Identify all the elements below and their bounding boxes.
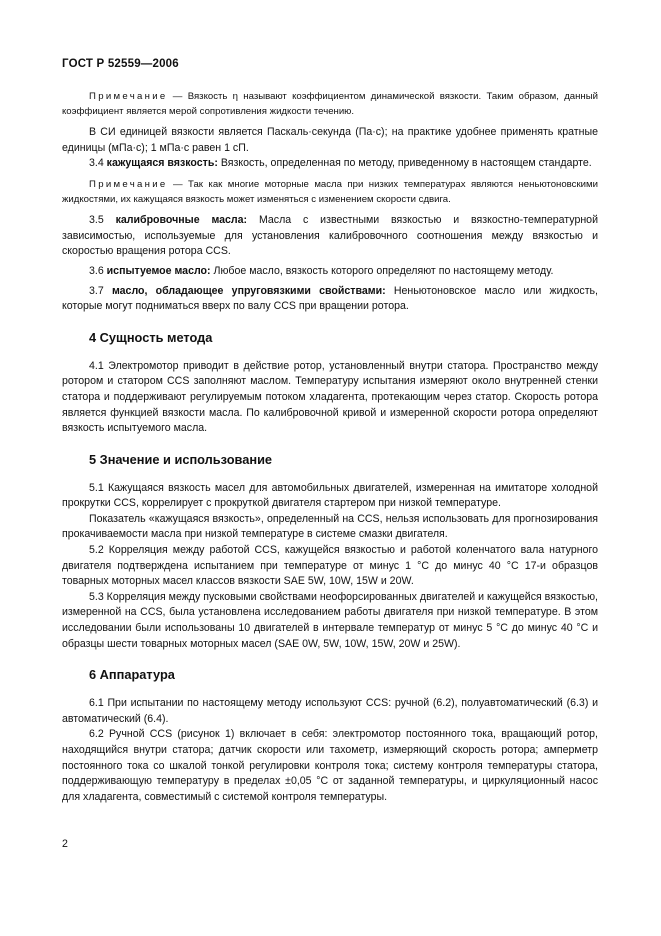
definition-text: Вязкость, определенная по методу, приведенному в настоящем стандарте.	[217, 157, 592, 170]
page-content	[62, 90, 598, 805]
note-label: Примечание	[89, 178, 168, 190]
definition-3-4	[62, 156, 598, 172]
definition-term: кажущаяся вязкость:	[106, 157, 218, 170]
definition-number: 3.4	[89, 157, 107, 170]
note-text: Так как многие моторные масла при низких температурах являются неньютоновскими жидкостями, их кажущаяся вязкость может изменяться с изменением скорости сдвига.	[62, 178, 598, 205]
definition-term: масло, обладающее упруговязкими свойствами:	[111, 284, 386, 297]
definition-text: Масла с известными вязкостью и вязкостно-температурной зависимостью, используемые для установления калибровочного соотношения между вязкостью и скоростью вращения ротора CCS.	[62, 214, 598, 258]
note-dash: —	[167, 91, 188, 102]
paragraph-6-2: 6.2 Ручной CCS (рисунок 1) включает в себя: электромотор постоянного тока, вращающий ротор, находящийся внутри статора; датчик скорости или тахометр, измеряющий скорость ротора; амперметр постоянного тока со шкалой тонкой регулировки контроля тока; систему контроля температуры статора, поддерживающую температуру в пределах ±0,05 °С от заданной температуры, и циркуляционный насос для хладагента, совместимый с системой контроля температуры.	[62, 728, 598, 803]
section-5-heading: 5 Значение и использование	[89, 451, 273, 467]
definition-term: испытуемое масло:	[106, 264, 211, 277]
note-dash: —	[167, 178, 189, 190]
note-label: Примечание	[89, 91, 168, 102]
paragraph-5-1-continuation: Показатель «кажущаяся вязкость», определенный на CCS, нельзя использовать для прогнозирования прокачиваемости масла при низкой температуре в системе смазки двигателя.	[62, 512, 598, 541]
paragraph-4-1: 4.1 Электромотор приводит в действие ротор, установленный внутри статора. Пространство между ротором и статором CCS заполняют маслом. Температуру испытания измеряют около внутренней стенки статора и поддерживают регулируемым потоком хладагента, протекающим через статор. Скорость ротора является функцией вязкости масла. По калибровочной кривой и измеренной скорости ротора определяют вязкость испытуемого масла.	[62, 359, 598, 435]
definition-number: 3.7	[89, 284, 112, 297]
note-paragraph	[62, 90, 598, 119]
page-number: 2	[62, 838, 68, 850]
paragraph-5-1: 5.1 Кажущаяся вязкость масел для автомобильных двигателей, измеренная на имитаторе холодной прокрутки CCS, коррелирует с прокруткой двигателя стартером при низкой температуре.	[62, 481, 598, 510]
note-paragraph	[62, 178, 598, 207]
definition-3-6	[62, 264, 598, 280]
definition-3-5	[62, 213, 598, 260]
definition-number: 3.6	[89, 264, 107, 277]
definition-term: калибровочные масла:	[115, 214, 248, 227]
note-text: Вязкость η называют коэффициентом динамической вязкости. Таким образом, данный коэффициент является мерой сопротивления жидкости течению.	[62, 91, 598, 117]
section-4-heading: 4 Сущность метода	[89, 329, 213, 345]
definition-text: Любое масло, вязкость которого определяют по настоящему методу.	[210, 264, 554, 277]
definition-number: 3.5	[89, 214, 116, 227]
definition-text: Неньютоновское масло или жидкость, которые могут подниматься вверх по валу CCS при вращении ротора.	[62, 284, 599, 313]
document-code-header: ГОСТ Р 52559—2006	[62, 58, 179, 70]
section-6-heading: 6 Аппаратура	[89, 667, 175, 683]
paragraph-5-3: 5.3 Корреляция между пусковыми свойствами неофорсированных двигателей и кажущейся вязкостью, измеренной на CCS, была установлена исследованием работы двигателя при низкой температуре. В этом исследовании были использованы 10 двигателей в интервале температур от минус 5 °С до минус 40 °С и образцы шести товарных моторных масел (SAE 0W, 5W, 10W, 15W, 20W и 25W).	[62, 590, 598, 650]
definition-3-7	[62, 284, 598, 315]
paragraph-6-1: 6.1 При испытании по настоящему методу используют CCS: ручной (6.2), полуавтоматический (6.3) и автоматический (6.4).	[62, 697, 598, 725]
si-units-paragraph: В СИ единицей вязкости является Паскаль·секунда (Па·с); на практике удобнее применять кратные единицы (мПа·с); 1 мПа·с равен 1 сП.	[62, 126, 598, 154]
paragraph-5-2: 5.2 Корреляция между работой CCS, кажущейся вязкостью и работой коленчатого вала натурного двигателя подтверждена испытанием при температуре от минус 1 °С до минус 40 °С 17-и образцов товарных моторных масел классов вязкости SAE 5W, 10W, 15W и 20W.	[62, 544, 598, 588]
